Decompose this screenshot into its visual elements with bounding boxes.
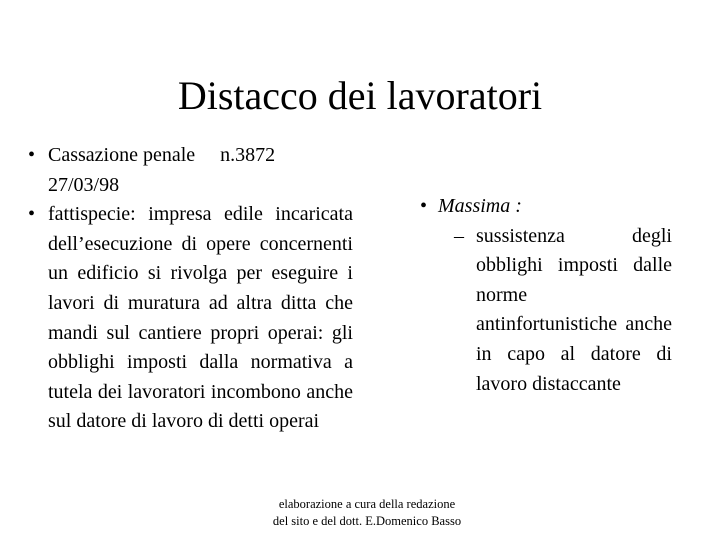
bullet-item-fattispecie <box>28 200 353 437</box>
bullet-item-massima <box>420 192 672 222</box>
bullet-text-line-1: Cassazione penale n.3872 <box>48 144 276 166</box>
massima-heading: Massima : <box>438 195 522 217</box>
bullet-icon: • <box>420 195 428 217</box>
bullet-icon: • <box>28 144 36 166</box>
bullet-text: fattispecie: impresa edile incaricata dell’esecuzione di opere concernenti un edificio si rivolga per eseguire i lavori di muratura ad altra ditta che mandi sul cantiere propri operai: gli obblighi imposti dalla normativa a tutela dei lavoratori incombono anche sul datore di lavoro di detti operai <box>48 203 353 433</box>
footer-credit <box>200 496 534 530</box>
dash-icon: – <box>454 224 464 247</box>
bullet-text-line-2: 27/03/98 <box>48 173 120 196</box>
bullet-item-cassazione <box>28 141 353 200</box>
right-column <box>420 192 672 399</box>
bullet-icon: • <box>28 203 36 226</box>
sub-bullet-item <box>454 222 672 400</box>
footer-line-2: del sito e del dott. E.Domenico Basso <box>272 514 462 528</box>
footer-line-1: elaborazione a cura della redazione <box>278 497 456 511</box>
slide-title: Distacco dei lavoratori <box>177 73 543 118</box>
sub-bullet-text: sussistenza degli obblighi imposti dalle norme antinfortunistiche anche in capo al datore di lavoro distaccante <box>476 224 672 395</box>
left-column <box>28 141 353 437</box>
